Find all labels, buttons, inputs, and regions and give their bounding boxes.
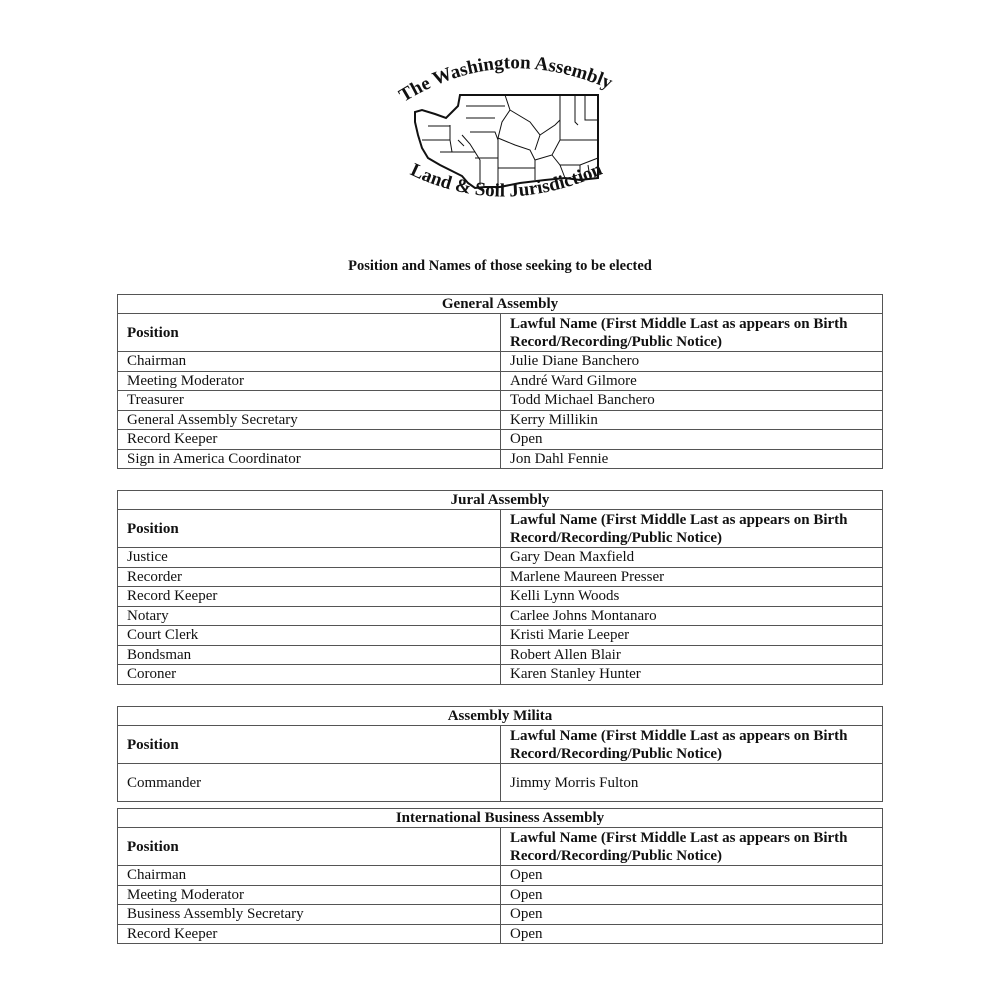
washington-assembly-logo [380, 40, 630, 215]
name-cell: Carlee Johns Montanaro [501, 606, 883, 626]
logo-bottom-text: Land & Soil Jurisdiction [407, 158, 606, 202]
table-row [118, 885, 883, 905]
column-header-position: Position [118, 828, 501, 866]
column-header-position: Position [118, 510, 501, 548]
column-header-position: Position [118, 726, 501, 764]
position-cell: Court Clerk [118, 626, 501, 646]
column-header-position: Position [118, 314, 501, 352]
position-cell: Bondsman [118, 645, 501, 665]
name-cell: Marlene Maureen Presser [501, 567, 883, 587]
name-cell: Gary Dean Maxfield [501, 548, 883, 568]
position-cell: Notary [118, 606, 501, 626]
table-row [118, 371, 883, 391]
position-cell: Sign in America Coordinator [118, 449, 501, 469]
document-title: Position and Names of those seeking to be elected [348, 258, 652, 274]
column-header-lawful-name: Lawful Name (First Middle Last as appears on Birth Record/Recording/Public Notice) [501, 828, 883, 866]
name-cell: Jon Dahl Fennie [501, 449, 883, 469]
column-header-lawful-name: Lawful Name (First Middle Last as appears on Birth Record/Recording/Public Notice) [501, 510, 883, 548]
table-row [118, 587, 883, 607]
table-row [118, 924, 883, 944]
general-assembly-table [117, 294, 883, 469]
section-title: General Assembly [118, 295, 883, 314]
name-cell: Kelli Lynn Woods [501, 587, 883, 607]
column-header-lawful-name: Lawful Name (First Middle Last as appears on Birth Record/Recording/Public Notice) [501, 726, 883, 764]
table-row [118, 410, 883, 430]
name-cell: Open [501, 866, 883, 886]
table-row [118, 449, 883, 469]
table-row [118, 391, 883, 411]
name-cell: Open [501, 885, 883, 905]
position-cell: Commander [118, 764, 501, 802]
position-cell: Recorder [118, 567, 501, 587]
position-cell: Meeting Moderator [118, 371, 501, 391]
name-cell: Open [501, 430, 883, 450]
position-cell: Treasurer [118, 391, 501, 411]
table-row [118, 665, 883, 685]
table-row [118, 866, 883, 886]
washington-state-map-icon [380, 40, 630, 215]
position-cell: General Assembly Secretary [118, 410, 501, 430]
position-cell: Record Keeper [118, 430, 501, 450]
position-cell: Record Keeper [118, 924, 501, 944]
section-title: Assembly Milita [118, 707, 883, 726]
name-cell: Kerry Millikin [501, 410, 883, 430]
name-cell: Karen Stanley Hunter [501, 665, 883, 685]
table-row [118, 606, 883, 626]
position-cell: Chairman [118, 352, 501, 372]
name-cell: Todd Michael Banchero [501, 391, 883, 411]
table-row [118, 764, 883, 802]
position-cell: Business Assembly Secretary [118, 905, 501, 925]
name-cell: Robert Allen Blair [501, 645, 883, 665]
assembly-militia-table [117, 706, 883, 802]
jural-assembly-table [117, 490, 883, 685]
name-cell: Open [501, 905, 883, 925]
table-row [118, 567, 883, 587]
position-cell: Justice [118, 548, 501, 568]
table-row [118, 905, 883, 925]
logo-top-text: The Washington Assembly [395, 52, 616, 107]
position-cell: Coroner [118, 665, 501, 685]
table-row [118, 430, 883, 450]
section-title: International Business Assembly [118, 809, 883, 828]
position-cell: Chairman [118, 866, 501, 886]
table-row [118, 352, 883, 372]
name-cell: Open [501, 924, 883, 944]
position-cell: Meeting Moderator [118, 885, 501, 905]
name-cell: Jimmy Morris Fulton [501, 764, 883, 802]
name-cell: André Ward Gilmore [501, 371, 883, 391]
table-row [118, 548, 883, 568]
table-row [118, 626, 883, 646]
table-row [118, 645, 883, 665]
name-cell: Kristi Marie Leeper [501, 626, 883, 646]
position-cell: Record Keeper [118, 587, 501, 607]
column-header-lawful-name: Lawful Name (First Middle Last as appears on Birth Record/Recording/Public Notice) [501, 314, 883, 352]
international-business-assembly-table [117, 808, 883, 944]
name-cell: Julie Diane Banchero [501, 352, 883, 372]
section-title: Jural Assembly [118, 491, 883, 510]
